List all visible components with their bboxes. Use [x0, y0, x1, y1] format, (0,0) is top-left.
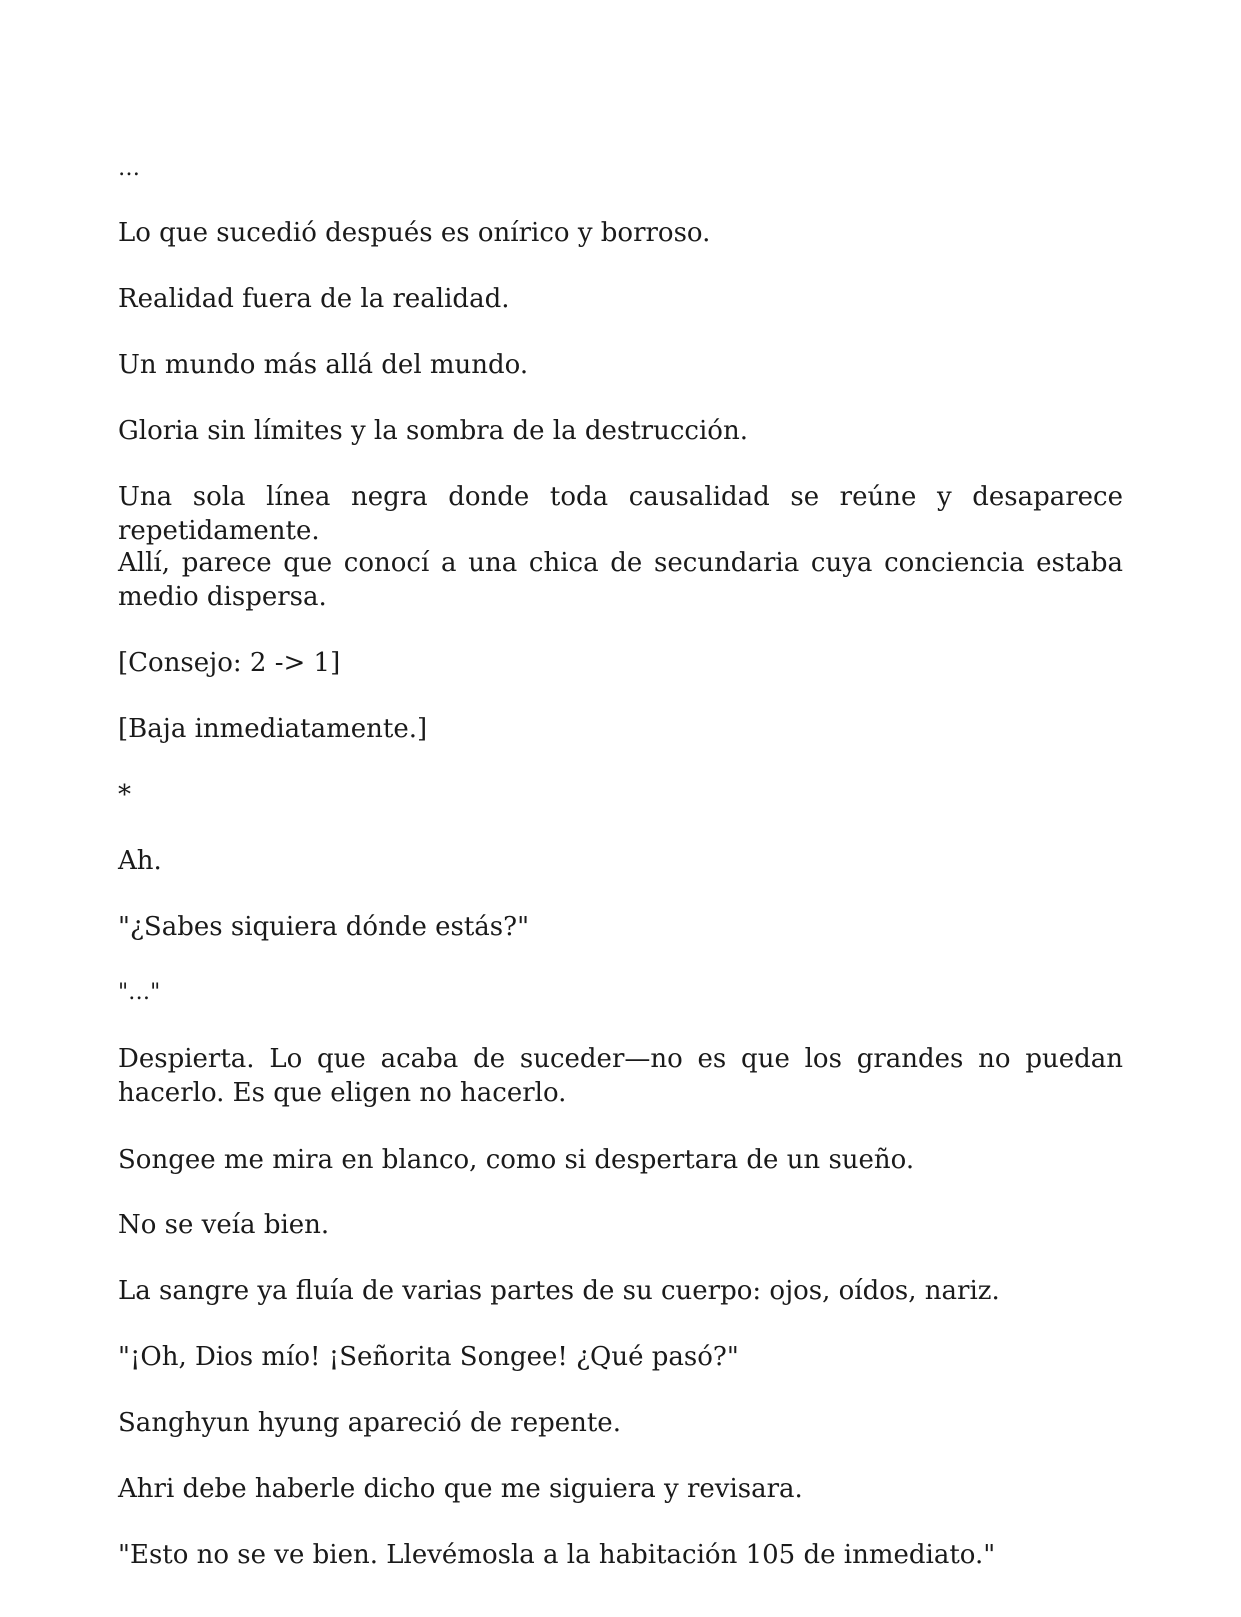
paragraph: Allí, parece que conocí a una chica de secundaria cuya conciencia estaba medio dispersa.: [118, 548, 1123, 612]
dialogue: "Esto no se ve bien. Llevémosla a la habitación 105 de inmediato.": [118, 1540, 996, 1570]
paragraph: Lo que sucedió después es onírico y borroso.: [118, 218, 711, 248]
paragraph: Ahri debe haberle dicho que me siguiera y revisara.: [118, 1474, 803, 1504]
paragraph-ellipsis: …: [118, 156, 140, 181]
paragraph: Una sola línea negra donde toda causalidad se reúne y desaparece repetidamente.: [118, 482, 1123, 546]
dialogue: "…": [118, 980, 161, 1005]
paragraph: Despierta. Lo que acaba de suceder—no es que los grandes no puedan hacerlo. Es que eligen no hacerlo.: [118, 1044, 1123, 1108]
paragraph: Gloria sin límites y la sombra de la destrucción.: [118, 416, 748, 446]
paragraph: No se veía bien.: [118, 1210, 330, 1240]
paragraph: [Baja inmediatamente.]: [118, 714, 428, 744]
paragraph: [Consejo: 2 -> 1]: [118, 648, 341, 678]
paragraph: La sangre ya fluía de varias partes de su cuerpo: ojos, oídos, nariz.: [118, 1276, 1000, 1306]
paragraph: Sanghyun hyung apareció de repente.: [118, 1408, 621, 1438]
dialogue: "¡Oh, Dios mío! ¡Señorita Songee! ¿Qué pasó?": [118, 1342, 739, 1372]
scene-break: *: [118, 780, 131, 810]
dialogue: "¿Sabes siquiera dónde estás?": [118, 912, 530, 942]
paragraph: Un mundo más allá del mundo.: [118, 350, 529, 380]
paragraph: Ah.: [118, 846, 162, 876]
paragraph: Realidad fuera de la realidad.: [118, 284, 510, 314]
paragraph: Songee me mira en blanco, como si despertara de un sueño.: [118, 1145, 915, 1175]
